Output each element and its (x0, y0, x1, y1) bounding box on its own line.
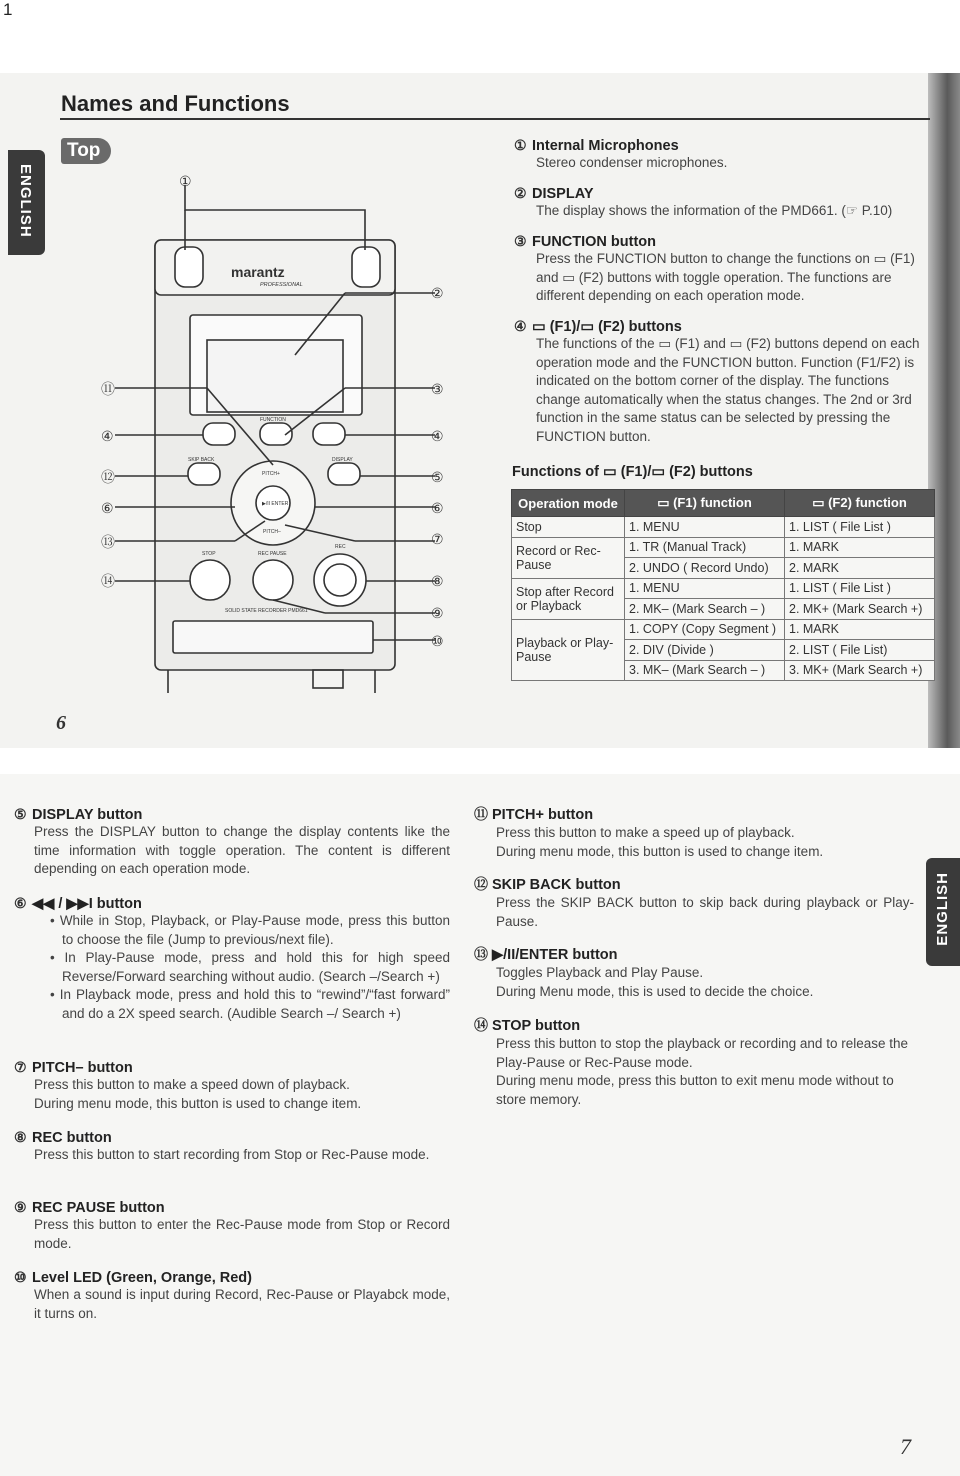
item-num: ⑫ (474, 876, 488, 892)
item-display (514, 185, 929, 221)
label-function: FUNCTION (260, 417, 286, 423)
callout-9: ⑨ (431, 605, 444, 621)
item-title: PITCH– button (32, 1060, 133, 1076)
item-title: FUNCTION button (532, 234, 657, 250)
item-body: The functions of the ▭ (F1) and ▭ (F2) buttons depend on each operation mode and the FUNCTION button. Function (F1/F2) is indicated on the bottom corner of the display. The functions change automatically when the status changes. The 2nd or 3rd function in the same status can be selected by pressing the FUNCTION button. (536, 336, 920, 444)
item-body: When a sound is input during Record, Rec-Pause or Playabck mode, it turns on. (34, 1287, 450, 1321)
item-title: Level LED (Green, Orange, Red) (32, 1270, 252, 1286)
item-rec-pause (14, 1199, 450, 1253)
item-num: ⑤ (14, 806, 27, 822)
title-rule (60, 118, 930, 120)
item-pitch-plus (474, 804, 914, 861)
item-num: ⑧ (14, 1129, 27, 1145)
header-operation-mode: Operation mode (512, 490, 625, 517)
item-title: REC PAUSE button (32, 1200, 165, 1216)
f2-cell: 3. MK+ (Mark Search +) (785, 660, 935, 681)
item-body: Press this button to start recording from Stop or Rec-Pause mode. (34, 1147, 430, 1162)
item-pitch-minus (14, 1059, 450, 1113)
item-num: ⑪ (474, 806, 488, 822)
item-stop-button (474, 1015, 914, 1109)
f2-cell: 1. LIST ( File List ) (785, 517, 935, 538)
label-pitch-minus: PITCH– (263, 529, 281, 535)
f1-cell: 1. TR (Manual Track) (625, 537, 785, 558)
item-display-button (14, 806, 450, 879)
table-row (512, 619, 935, 640)
callout-6-left: ⑥ (101, 500, 114, 516)
header-f1: ▭ (F1) function (625, 490, 785, 517)
language-tab-label: ENGLISH (17, 164, 34, 238)
callout-13: ⑬ (101, 534, 115, 550)
mode-cell: Stop (512, 517, 625, 538)
rec-pause-button (253, 560, 293, 600)
item-title: STOP button (492, 1018, 581, 1034)
item-skip-back (474, 874, 914, 931)
table-row (512, 578, 935, 599)
mic-right (352, 247, 380, 287)
item-internal-microphones (514, 137, 929, 173)
label-display: DISPLAY (332, 457, 353, 463)
f1-cell: 1. MENU (625, 517, 785, 538)
item-num: ⑥ (14, 895, 27, 911)
f2-cell: 1. LIST ( File List ) (785, 578, 935, 599)
item-skip-buttons (14, 895, 450, 1023)
item-num: ④ (514, 318, 527, 334)
callout-6: ⑥ (431, 500, 444, 516)
callout-10: ⑩ (431, 633, 444, 649)
item-title: ▭ (F1)/▭ (F2) buttons (532, 319, 682, 335)
f1-cell: 1. MENU (625, 578, 785, 599)
bullet-item: • In Play-Pause mode, press and hold this for high speed Reverse/Forward searching without audio. (Search –/Search +) (50, 950, 450, 984)
level-led-panel (173, 621, 373, 653)
label-skip-back: SKIP BACK (188, 457, 215, 463)
item-title: ◀◀ / ▶▶I button (32, 896, 142, 912)
item-title: PITCH+ button (492, 807, 594, 823)
mode-cell: Stop after Record or Playback (512, 578, 625, 619)
item-num: ⑨ (14, 1199, 27, 1215)
stop-button (190, 560, 230, 600)
item-num: ② (514, 185, 527, 201)
label-rec-pause: REC PAUSE (258, 551, 287, 557)
item-body: Press this button to stop the playback or recording and to release the Play-Pause or Rec-Pause mode. During menu mode, press this button to exit menu mode without to store memory. (496, 1036, 908, 1107)
item-num: ① (514, 137, 527, 153)
f1-cell: 3. MK– (Mark Search – ) (625, 660, 785, 681)
f2-button (313, 423, 345, 445)
f1-cell: 2. MK– (Mark Search – ) (625, 599, 785, 620)
page-title: Names and Functions (61, 91, 290, 116)
item-enter-button (474, 944, 914, 1001)
bullet-item: • While in Stop, Playback, or Play-Pause mode, press this button to choose the file (Jump to previous/next file). (50, 913, 450, 947)
label-model: SOLID STATE RECORDER PMD661 (225, 608, 308, 614)
item-num: ⑦ (14, 1059, 27, 1075)
header-f2: ▭ (F2) function (785, 490, 935, 517)
item-function-button (514, 233, 929, 306)
callout-2: ② (431, 285, 444, 301)
device-illustration (95, 165, 455, 700)
item-rec-button (14, 1129, 450, 1165)
f2-cell: 2. MARK (785, 558, 935, 579)
table-row (512, 517, 935, 538)
item-num: ⑬ (474, 946, 488, 962)
table-row (512, 537, 935, 558)
page-number-right: 7 (900, 1434, 911, 1459)
item-body: Press this button to enter the Rec-Pause mode from Stop or Record mode. (34, 1217, 450, 1251)
item-title: SKIP BACK button (492, 877, 621, 893)
f2-cell: 1. MARK (785, 537, 935, 558)
item-body: The display shows the information of the PMD661. (☞ P.10) (536, 203, 893, 218)
section-badge: Top (61, 138, 111, 164)
callout-11: ⑪ (101, 381, 115, 397)
functions-table (511, 489, 935, 681)
item-title: ▶/II/ENTER button (492, 947, 618, 963)
label-enter: ▶/II ENTER (262, 501, 289, 507)
brand-logo: marantz (231, 264, 285, 280)
f1-button (203, 423, 235, 445)
f2-cell: 2. MK+ (Mark Search +) (785, 599, 935, 620)
language-tab-right (926, 858, 960, 966)
item-body: Toggles Playback and Play Pause. During Menu mode, this is used to decide the choice. (496, 965, 814, 999)
f1-cell: 1. COPY (Copy Segment ) (625, 619, 785, 640)
item-body: Stereo condenser microphones. (536, 155, 728, 170)
callout-14: ⑭ (101, 573, 115, 589)
page-marker: 1 (3, 0, 13, 19)
skip-back-button (188, 463, 220, 485)
mic-left (175, 247, 203, 287)
mode-cell: Playback or Play-Pause (512, 619, 625, 681)
item-num: ③ (514, 233, 527, 249)
item-body: Press this button to make a speed up of playback. During menu mode, this button is used to change item. (496, 825, 824, 859)
language-tab-label: ENGLISH (934, 872, 951, 946)
device-body (155, 240, 395, 670)
item-num: ⑩ (14, 1269, 27, 1285)
callout-5: ⑤ (431, 469, 444, 485)
callout-1: ① (179, 173, 192, 189)
rec-button (314, 554, 366, 606)
bullet-item: • In Playback mode, press and hold this to “rewind”/“fast forward” and do a 2X speed search. (Audible Search –/ Search +) (50, 987, 451, 1021)
item-num: ⑭ (474, 1017, 488, 1033)
f1-cell: 2. DIV (Divide ) (625, 640, 785, 661)
f2-cell: 1. MARK (785, 619, 935, 640)
display-button (328, 463, 360, 485)
bullet-text: In Playback mode, press and hold this to “rewind”/“fast forward” and do a 2X speed search. (Audible Search –/ Search +) (59, 987, 451, 1021)
item-title: REC button (32, 1130, 112, 1146)
callout-8: ⑧ (431, 573, 444, 589)
f1-cell: 2. UNDO ( Record Undo) (625, 558, 785, 579)
bullet-text: While in Stop, Playback, or Play-Pause mode, press this button to choose the file (Jump to previous/next file). (59, 913, 450, 947)
label-stop: STOP (202, 551, 216, 557)
f2-cell: 2. LIST ( File List) (785, 640, 935, 661)
label-pitch-plus: PITCH+ (262, 471, 280, 477)
language-tab (8, 150, 45, 255)
table-header-row (512, 490, 935, 517)
callout-4-left: ④ (101, 428, 114, 444)
item-f1-f2-buttons (514, 318, 929, 446)
item-title: Internal Microphones (532, 138, 679, 154)
callout-3: ③ (431, 381, 444, 397)
mode-cell: Record or Rec-Pause (512, 537, 625, 578)
item-level-led (14, 1269, 450, 1323)
callout-4: ④ (431, 428, 444, 444)
label-rec: REC (335, 544, 346, 550)
functions-table-title: Functions of ▭ (F1)/▭ (F2) buttons (512, 464, 753, 480)
item-body: Press the FUNCTION button to change the functions on ▭ (F1) and ▭ (F2) buttons with toggle operation. The functions are different depending on each operation mode. (536, 251, 915, 303)
bullet-text: In Play-Pause mode, press and hold this for high speed Reverse/Forward searching without audio. (Search –/Search +) (62, 950, 450, 984)
item-body: Press this button to make a speed down of playback. During menu mode, this button is used to change item. (34, 1077, 362, 1111)
callout-12: ⑫ (101, 469, 115, 485)
item-title: DISPLAY button (32, 807, 143, 823)
callout-7: ⑦ (431, 531, 444, 547)
brand-sub: PROFESSIONAL (260, 282, 303, 288)
page-number-left: 6 (56, 712, 66, 734)
item-body: Press the SKIP BACK button to skip back during playback or Play-Pause. (496, 895, 914, 929)
item-title: DISPLAY (532, 186, 594, 202)
item-body: Press the DISPLAY button to change the display contents like the time information with toggle operation. The content is different depending on each operation mode. (34, 824, 450, 876)
